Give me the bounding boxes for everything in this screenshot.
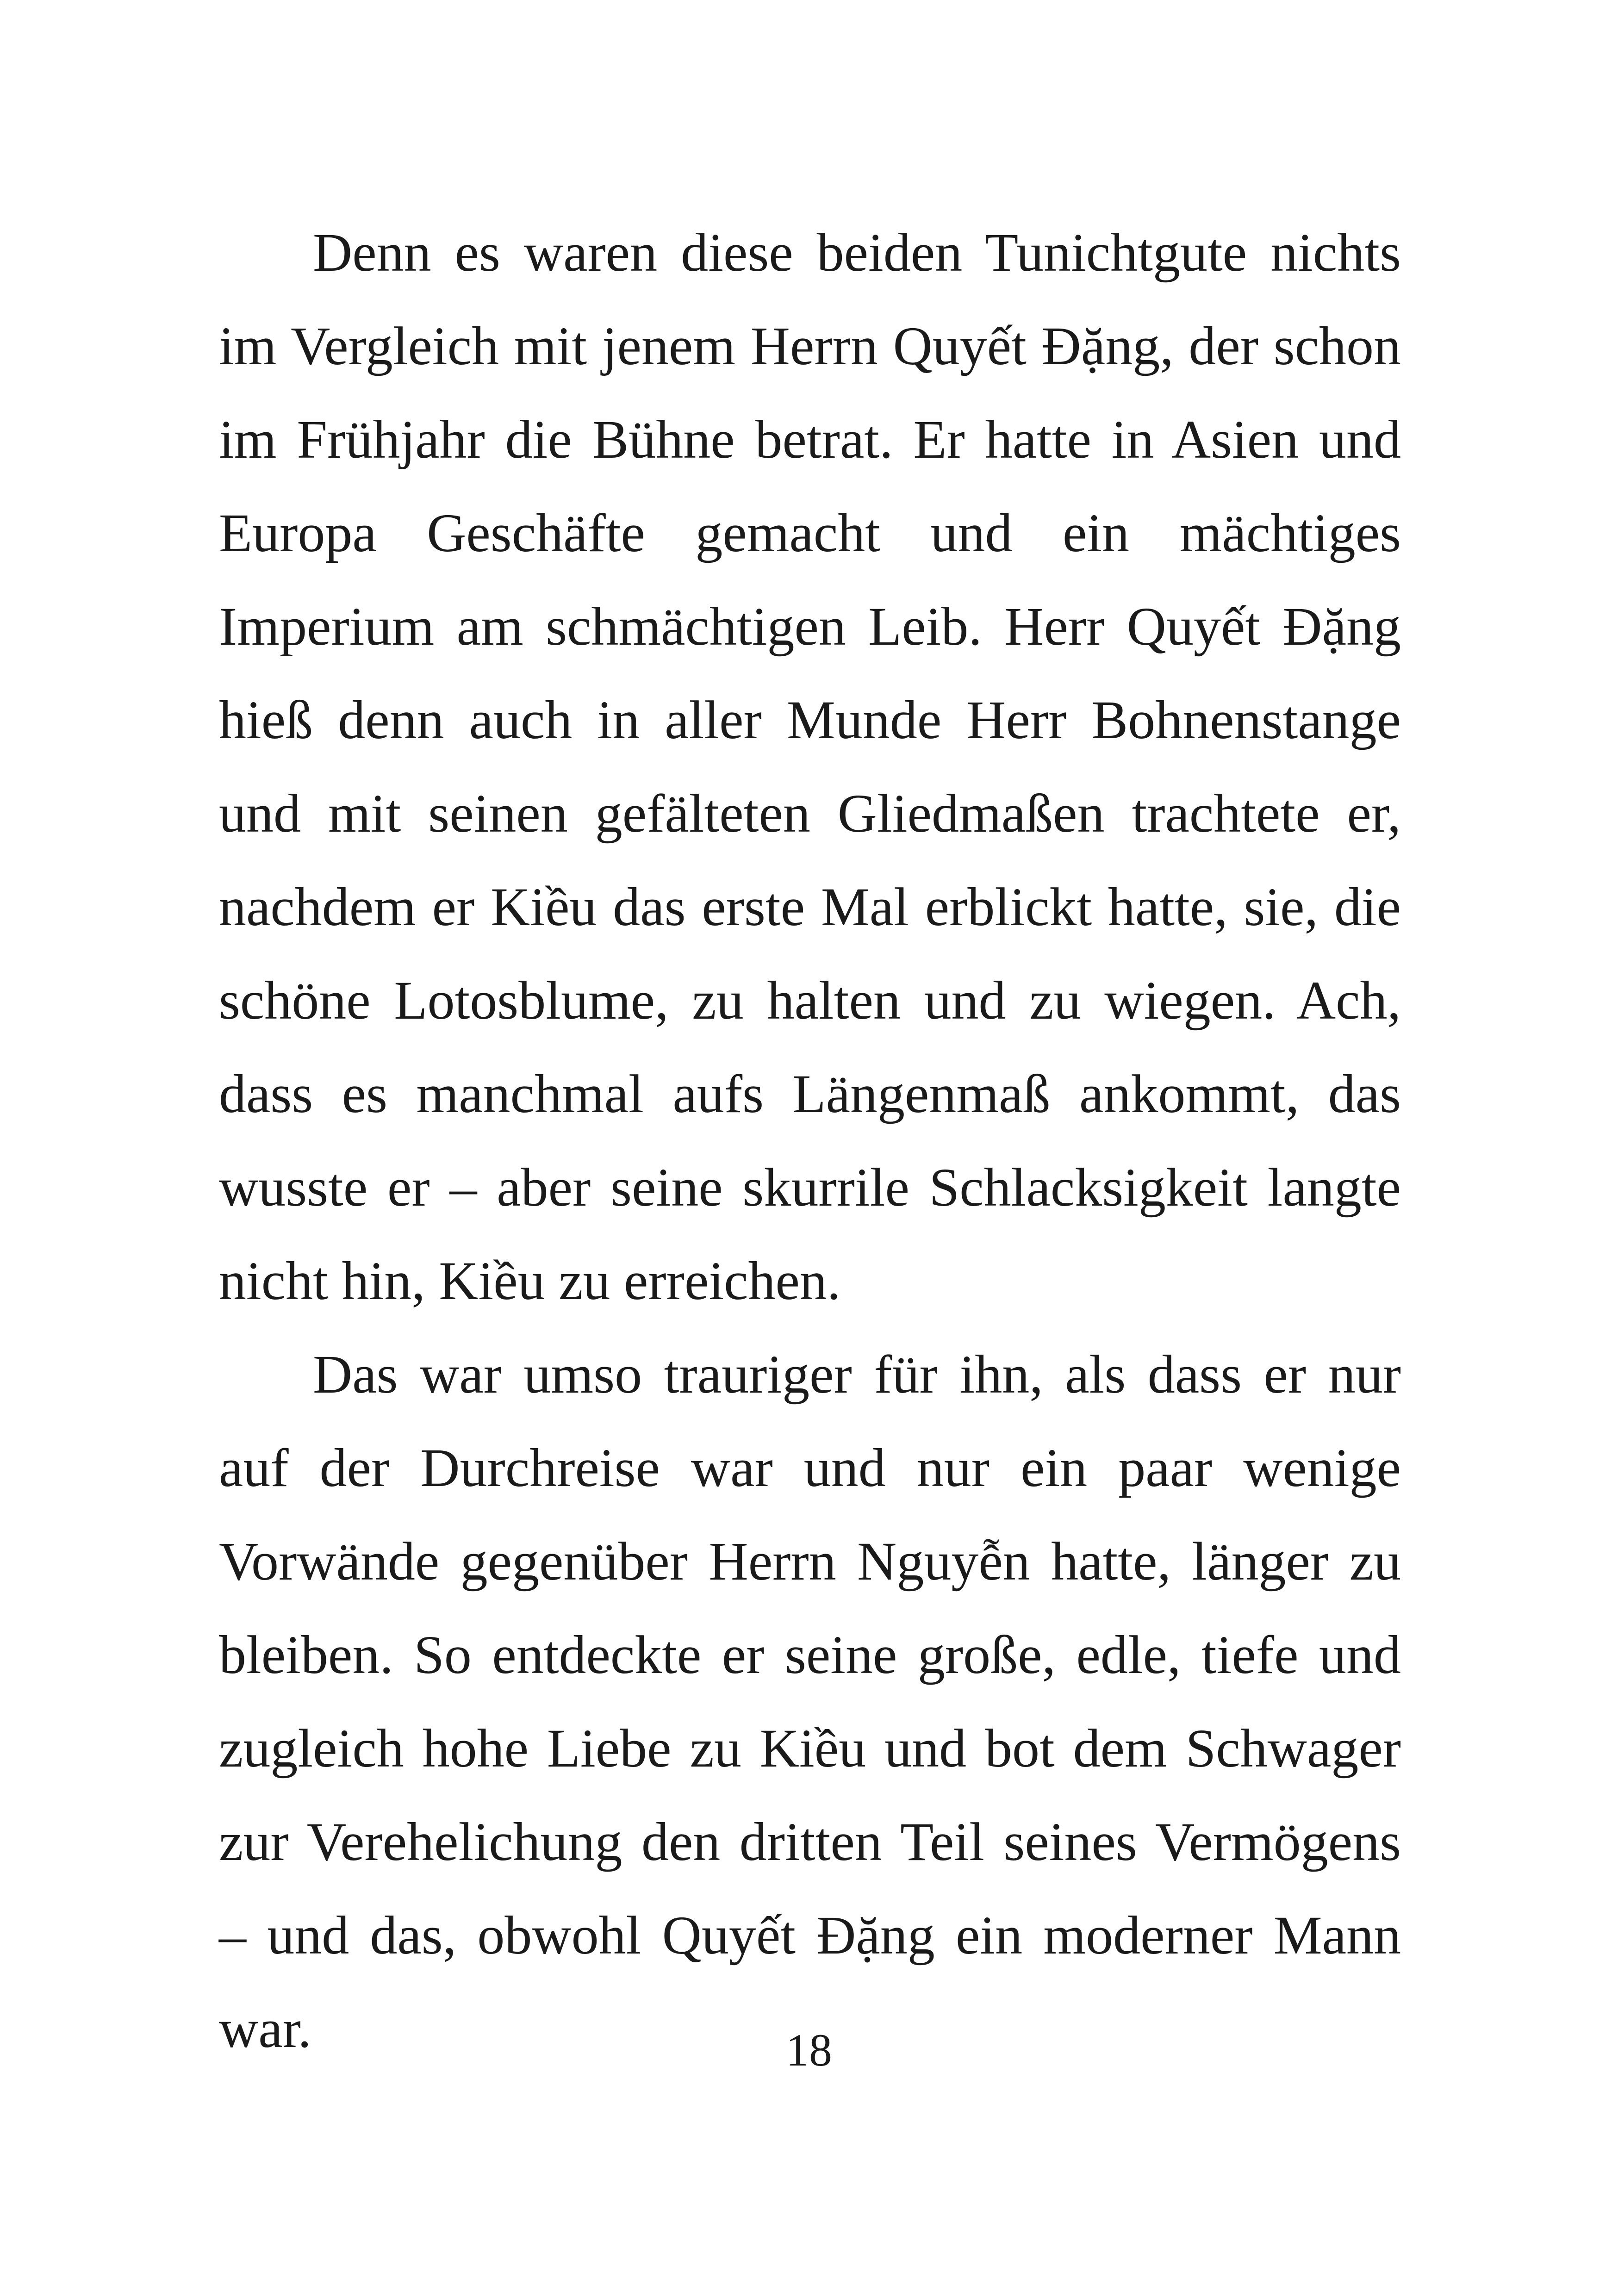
body-text	[219, 206, 1401, 2076]
paragraph-1: Denn es waren diese beiden Tunichtgute nichts im Vergleich mit jenem Herrn Quyết Đặng, der schon im Frühjahr die Bühne betrat. Er hatte in Asien und Europa Geschäfte gemacht und ein mächtiges Imperium am schmächtigen Leib. Herr Quyết Đặng hieß denn auch in aller Munde Herr Bohnenstange und mit seinen gefälteten Gliedmaßen trachtete er, nachdem er Kiều das erste Mal erblickt hatte, sie, die schöne Lotosblume, zu halten und zu wiegen. Ach, dass es manchmal aufs Längenmaß ankommt, das wusste er – aber seine skurrile Schlacksigkeit langte nicht hin, Kiều zu erreichen.	[219, 222, 1401, 1311]
paragraph-2: Das war umso trauriger für ihn, als dass er nur auf der Durchreise war und nur ein paar wenige Vorwände gegenüber Herrn Nguyễn hatte, länger zu bleiben. So entdeckte er seine große, edle, tiefe und zugleich hohe Liebe zu Kiều und bot dem Schwager zur Verehelichung den dritten Teil seines Vermögens – und das, obwohl Quyết Đặng ein moderner Mann war.	[219, 1344, 1401, 2059]
page-number: 18	[786, 2024, 832, 2076]
